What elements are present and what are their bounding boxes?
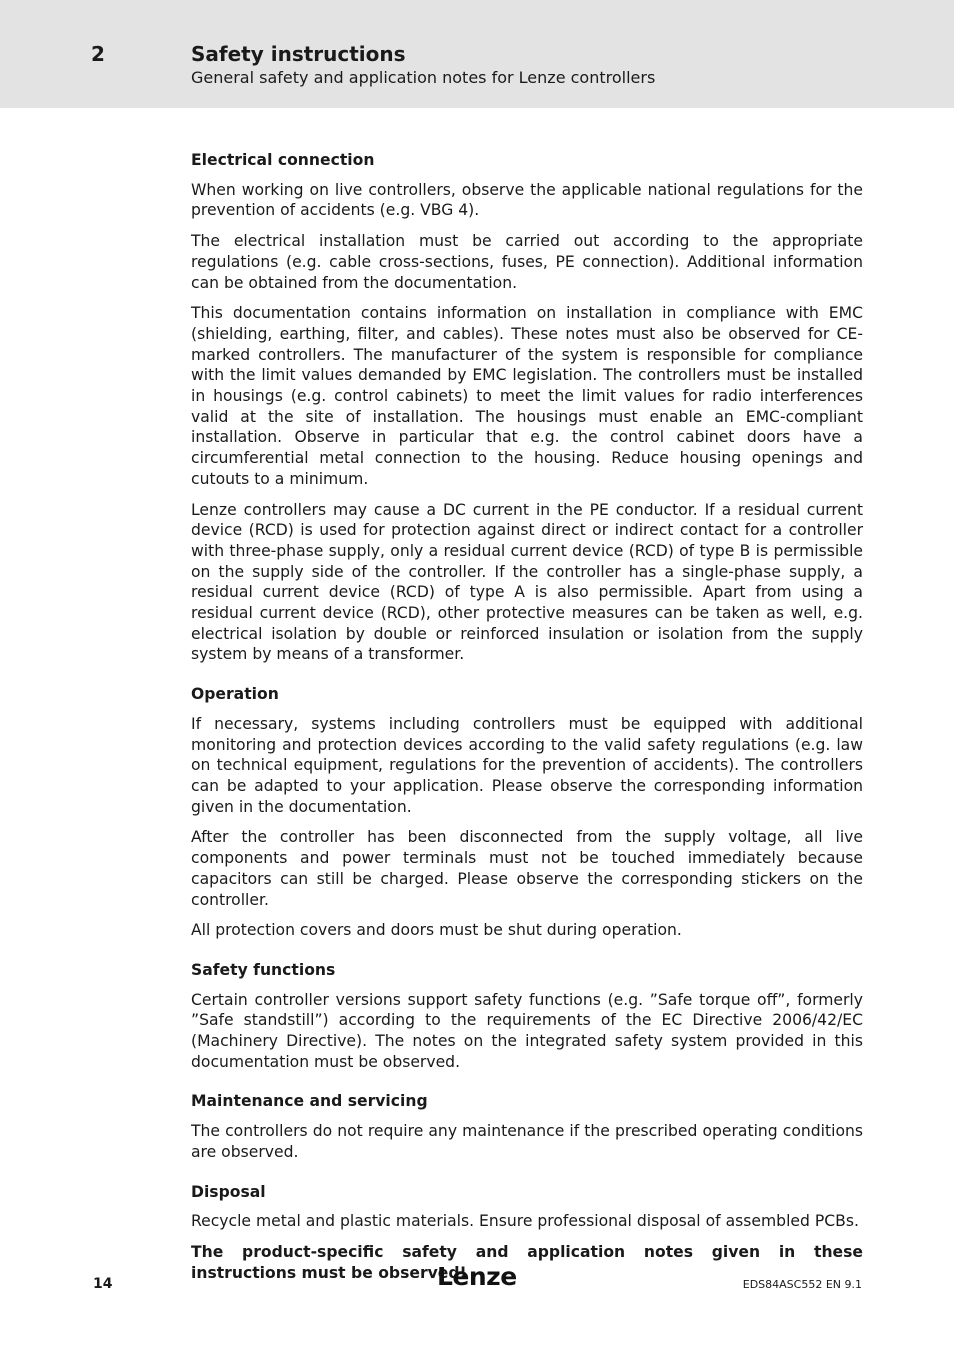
paragraph: If necessary, systems including controllers must be equipped with additional monitoring and protection devices according to the valid safety regulations (e.g. law on technical equipment, regulations for the prevention of accidents). The controllers can be adapted to your application. Please observe the corresponding information given in the documentation.: [191, 714, 863, 816]
chapter-number: 2: [91, 42, 105, 66]
section-safety-functions: [191, 960, 863, 1073]
section-heading: Electrical connection: [191, 151, 375, 169]
paragraph: All protection covers and doors must be shut during operation.: [191, 921, 682, 940]
paragraph: This documentation contains information on installation in compliance with EMC (shielding, earthing, filter, and cables). These notes must also be observed for CE-marked controllers. The manufacturer of the system is responsible for compliance with the limit values demanded by EMC legislation. The controllers must be installed in housings (e.g. control cabinets) to meet the limit values for radio interferences valid at the site of installation. The housings must enable an EMC-compliant installation. Observe in particular that e.g. the control cabinet doors have a circumferential metal connection to the housing. Reduce housing openings and cutouts to a minimum.: [191, 304, 863, 488]
chapter-subtitle: General safety and application notes for Lenze controllers: [191, 68, 656, 87]
chapter-header: [0, 0, 954, 108]
paragraph: Certain controller versions support safety functions (e.g. ”Safe torque off”, formerly ”Safe standstill”) according to the requirements of the EC Directive 2006/42/EC (Machinery Directive). The notes on the integrated safety system provided in this documentation must be observed.: [191, 990, 863, 1071]
section-disposal: [191, 1182, 863, 1284]
paragraph: Recycle metal and plastic materials. Ensure professional disposal of assembled PCBs.: [191, 1212, 859, 1231]
paragraph: When working on live controllers, observe the applicable national regulations for the prevention of accidents (e.g. VBG 4).: [191, 180, 863, 220]
document-id: EDS84ASC552 EN 9.1: [742, 1278, 862, 1291]
section-heading: Operation: [191, 685, 279, 704]
section-heading: Maintenance and servicing: [191, 1092, 428, 1111]
closing-note: The product-specific safety and application notes given in these instructions must be observed!: [191, 1242, 863, 1282]
section-electrical-connection: [191, 150, 863, 665]
section-heading: Disposal: [191, 1182, 266, 1201]
section-heading: Safety functions: [191, 960, 336, 979]
chapter-title: Safety instructions: [191, 42, 406, 66]
paragraph: The controllers do not require any maintenance if the prescribed operating conditions are observed.: [191, 1122, 863, 1161]
paragraph: The electrical installation must be carried out according to the appropriate regulations (e.g. cable cross-sections, fuses, PE connection). Additional information can be obtained from the documentation.: [191, 232, 863, 292]
page-number: 14: [93, 1276, 113, 1292]
page-content: [191, 150, 863, 1293]
lenze-logo: Lenze: [437, 1262, 517, 1291]
section-maintenance: [191, 1091, 863, 1162]
paragraph: After the controller has been disconnected from the supply voltage, all live components and power terminals must not be touched immediately because capacitors can still be charged. Please observe the corresponding stickers on the controller.: [191, 828, 863, 909]
paragraph: Lenze controllers may cause a DC current in the PE conductor. If a residual current device (RCD) is used for protection against direct or indirect contact for a controller with three-phase supply, only a residual current device (RCD) of type B is permissible on the supply side of the controller. If the controller has a single-phase supply, a residual current device (RCD) of type A is also permissible. Apart from using a residual current device (RCD), other protective measures can be taken as well, e.g. electrical isolation by double or reinforced insulation or isolation from the supply system by means of a transformer.: [191, 500, 863, 664]
section-operation: [191, 684, 863, 941]
